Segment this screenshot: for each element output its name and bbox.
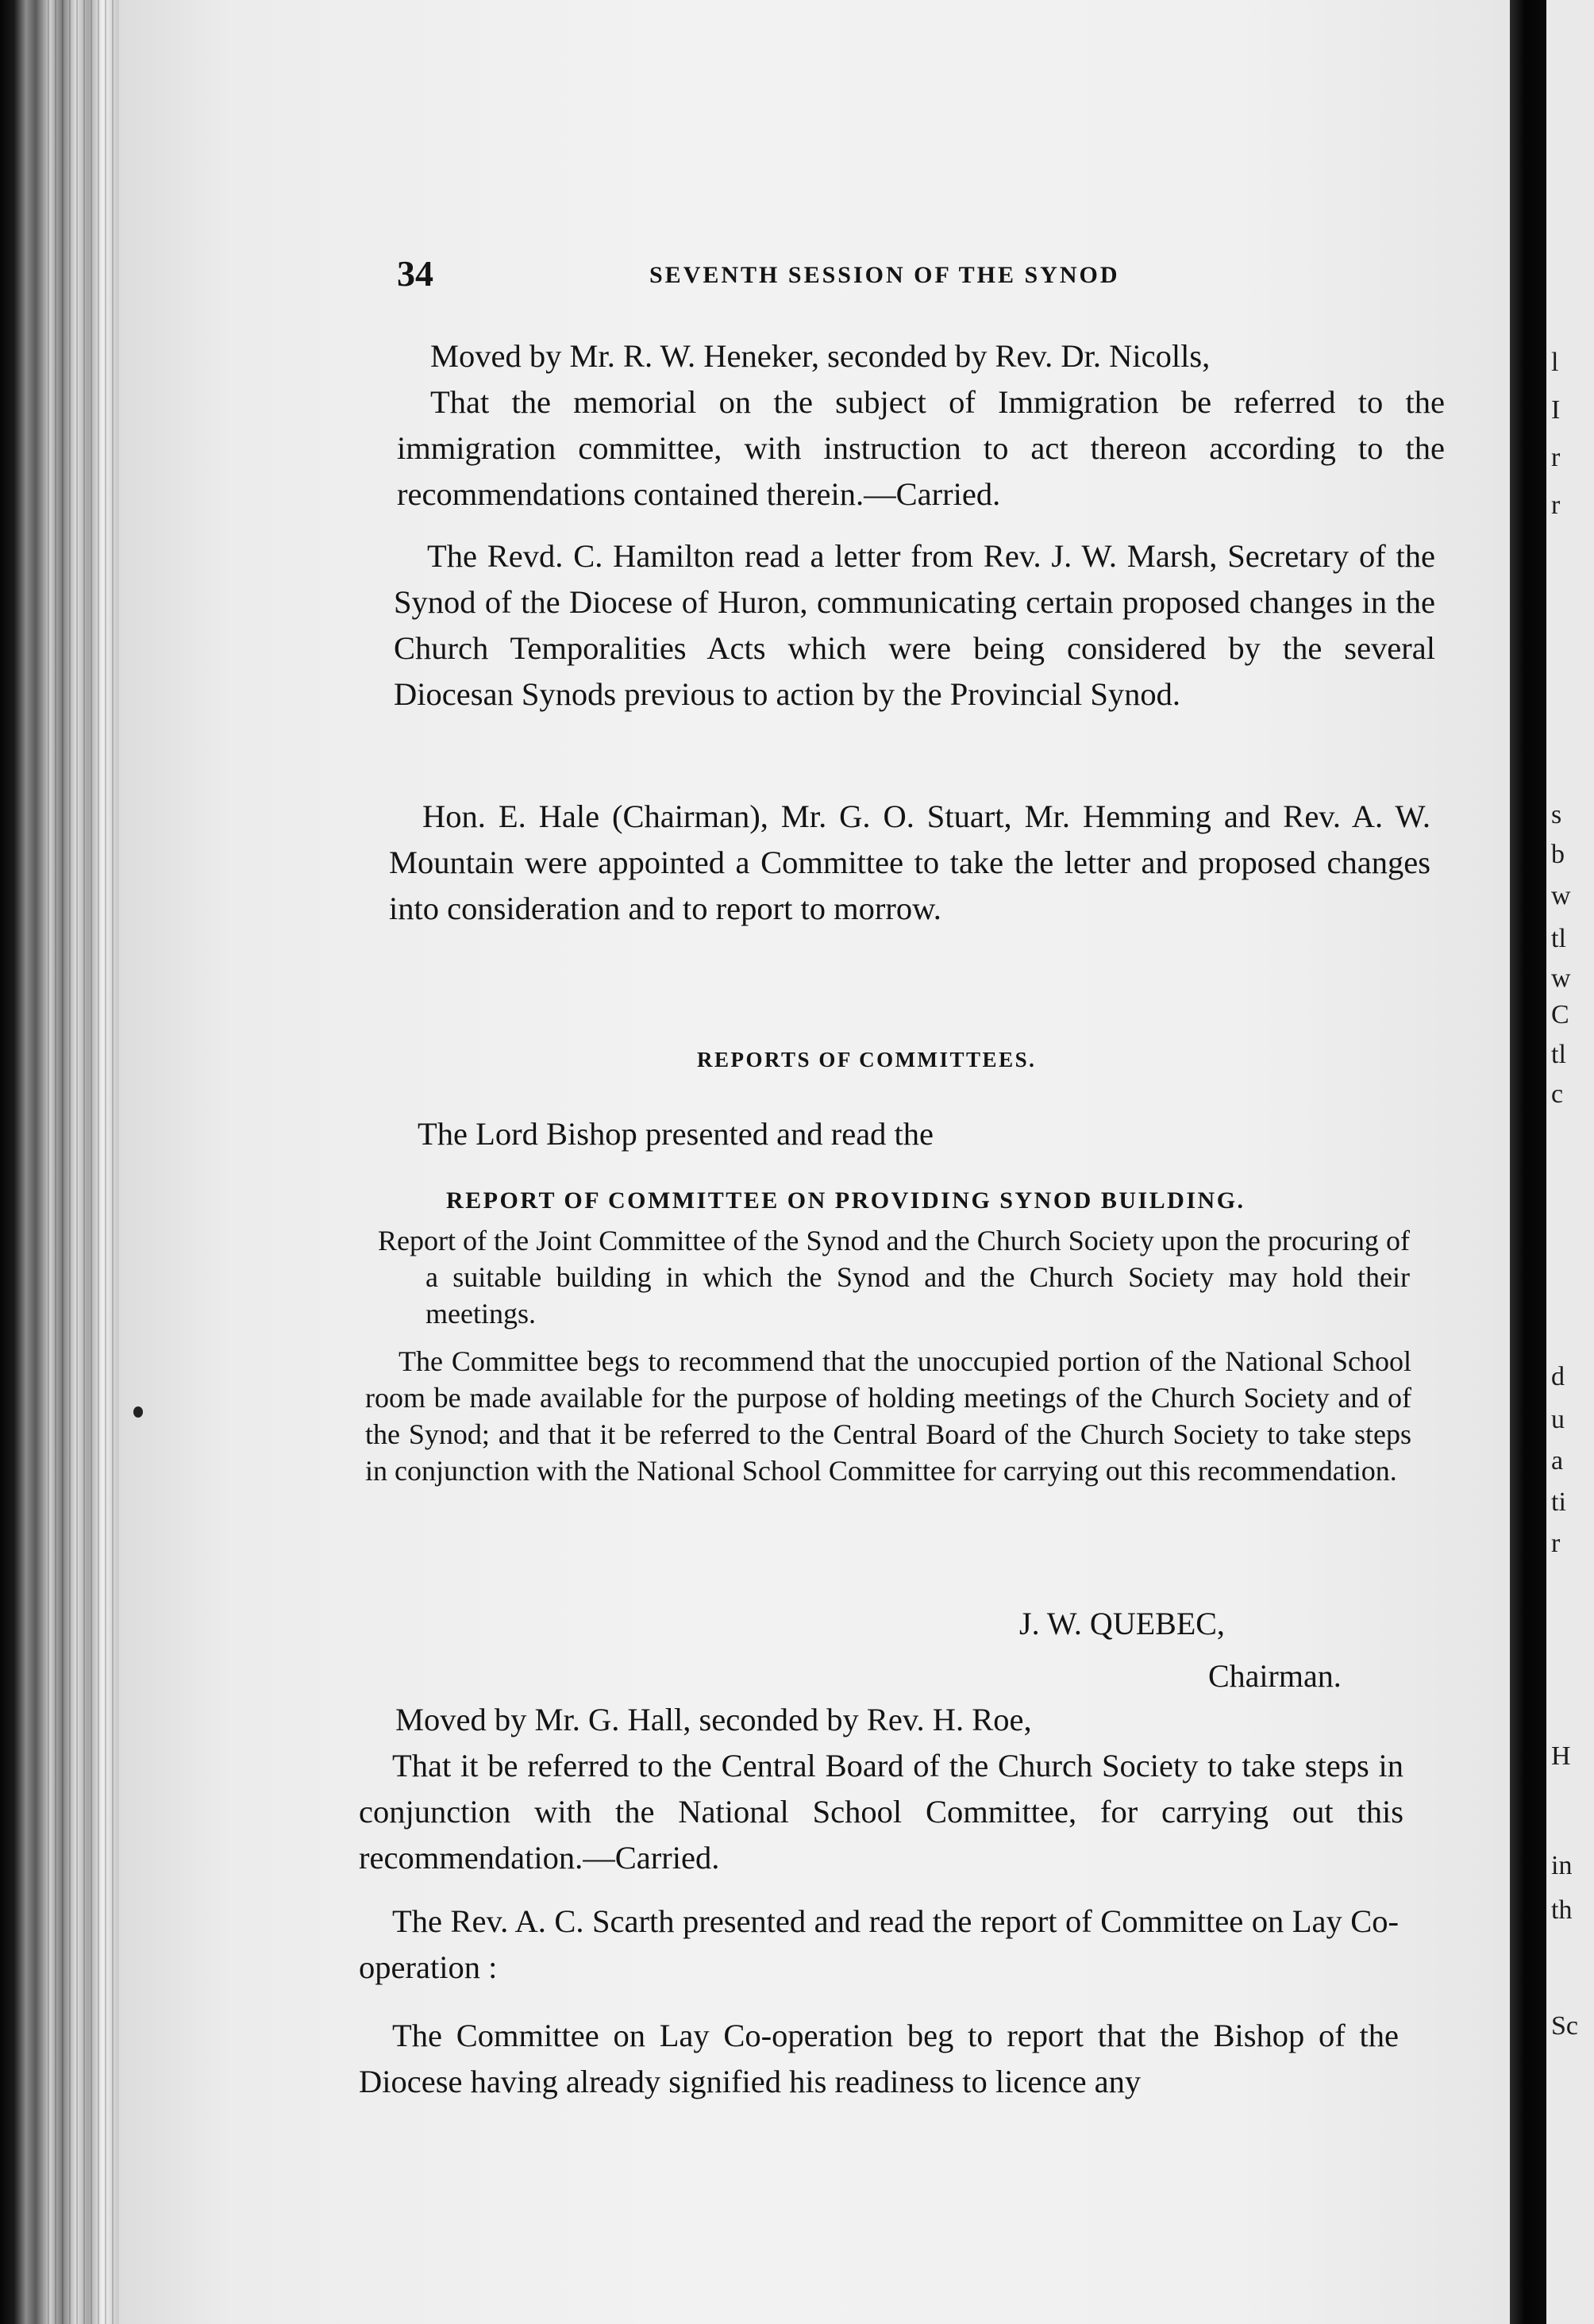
page-divider — [1510, 0, 1546, 2324]
paragraph-committee-appointed: Hon. E. Hale (Chairman), Mr. G. O. Stuart, Mr. Hemming and Rev. A. W. Mountain were appointed a Committee to take the letter and proposed changes into consideration and to report to morrow. — [389, 798, 1430, 926]
adjacent-page — [1546, 0, 1594, 2324]
adjacent-page-fragment: c — [1551, 1079, 1564, 1109]
paragraph-immigration-motion: That the memorial on the subject of Immigration be referred to the immigration committee, with instruction to act thereon according to the recommendations contained therein.—Carried. — [397, 384, 1445, 512]
report-title: Report of the Joint Committee of the Synod and the Church Society upon the procuring of a suitable building in which the Synod and the Church Society may hold their meetings. — [378, 1225, 1410, 1329]
adjacent-page-fragment: tl — [1551, 1040, 1566, 1069]
report-body: The Committee begs to recommend that the unoccupied portion of the National School room be made available for the purpose of holding meetings of the Church Society and of the Synod; and that it be referred to the Central Board of the Church Society to take steps in conjunction with the National School Committee for carrying out this recommendation. — [365, 1345, 1411, 1487]
page-edges — [48, 0, 119, 2324]
adjacent-page-fragment: r — [1551, 1529, 1561, 1558]
paragraph-moved-hall: Moved by Mr. G. Hall, seconded by Rev. H. Roe, — [395, 1702, 1032, 1737]
adjacent-page-fragment: s — [1551, 800, 1562, 829]
adjacent-page-fragment: d — [1551, 1362, 1565, 1391]
paragraph-scarth-report: The Rev. A. C. Scarth presented and read the report of Committee on Lay Co-operation : — [359, 1903, 1399, 1985]
adjacent-page-fragment: a — [1551, 1446, 1564, 1476]
paragraph-hamilton-letter: The Revd. C. Hamilton read a letter from Rev. J. W. Marsh, Secretary of the Synod of the Diocese of Huron, communicating certain proposed changes in the Church Temporalities Acts which were being considered by the several Diocesan Synods previous to action by the Provincial Synod. — [394, 538, 1435, 712]
page-header — [397, 252, 1191, 308]
section-heading: REPORTS OF COMMITTEES. — [697, 1048, 1037, 1072]
adjacent-page-fragment: th — [1551, 1895, 1573, 1925]
report-heading: REPORT OF COMMITTEE ON PROVIDING SYNOD BUILDING. — [446, 1187, 1246, 1214]
running-head: SEVENTH SESSION OF THE SYNOD — [649, 262, 1120, 288]
signature: J. W. QUEBEC, — [1019, 1606, 1225, 1641]
adjacent-page-fragment: l — [1551, 348, 1559, 377]
adjacent-page-fragment: H — [1551, 1741, 1571, 1771]
adjacent-page-fragment: r — [1551, 443, 1561, 472]
page-number: 34 — [397, 253, 433, 294]
paragraph-lay-cooperation: The Committee on Lay Co-operation beg to report that the Bishop of the Diocese having already signified his readiness to licence any — [359, 2018, 1399, 2099]
adjacent-page-fragment: ti — [1551, 1487, 1566, 1517]
signature-title: Chairman. — [1208, 1658, 1342, 1694]
adjacent-page-fragment: Sc — [1551, 2011, 1578, 2041]
adjacent-page-fragment: tl — [1551, 924, 1566, 953]
adjacent-page-fragment: I — [1551, 395, 1561, 425]
paragraph-bishop-intro: The Lord Bishop presented and read the — [418, 1116, 934, 1152]
paragraph-central-board-motion: That it be referred to the Central Board of the Church Society to take steps in conjunction with the National School Committee, for carrying out this recommendation.—Carried. — [359, 1748, 1403, 1876]
adjacent-page-fragment: b — [1551, 840, 1565, 869]
ink-speck — [133, 1406, 143, 1418]
adjacent-page-fragment: w — [1551, 881, 1571, 910]
adjacent-page-fragment: r — [1551, 491, 1561, 520]
adjacent-page-fragment: C — [1551, 1000, 1569, 1029]
adjacent-page-fragment: in — [1551, 1851, 1573, 1880]
paragraph-moved-heneker: Moved by Mr. R. W. Heneker, seconded by Rev. Dr. Nicolls, — [430, 338, 1211, 374]
adjacent-page-fragment: u — [1551, 1405, 1565, 1434]
adjacent-page-fragment: w — [1551, 964, 1571, 993]
